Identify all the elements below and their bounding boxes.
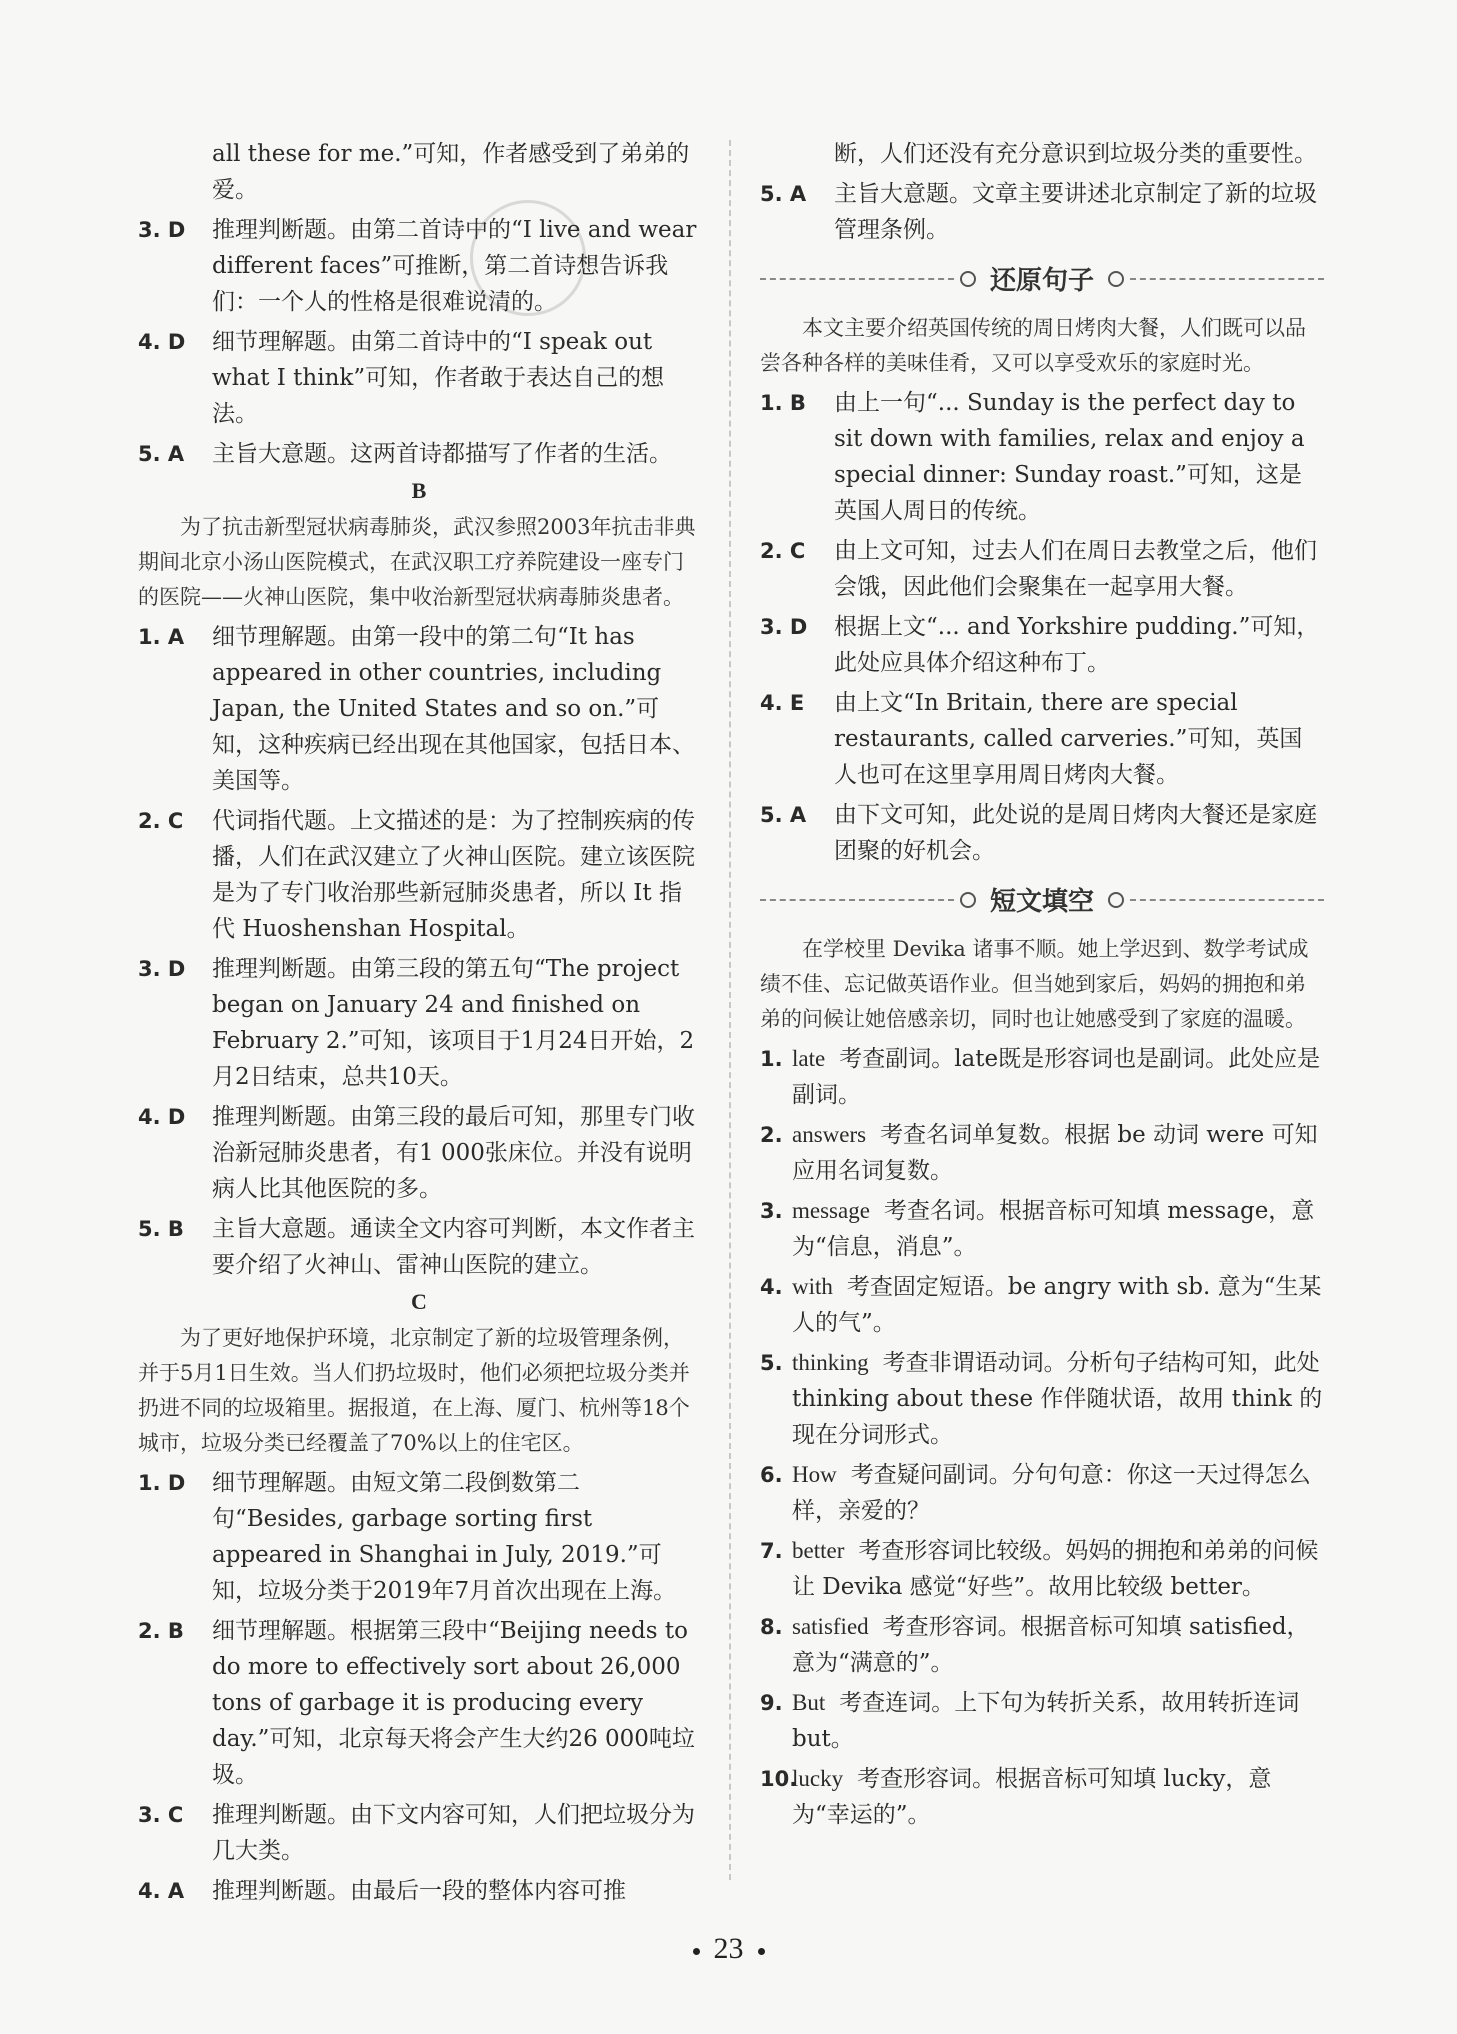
answers-sentence-restore — [760, 385, 1324, 869]
answers-a — [138, 212, 700, 472]
section-header-sentence-restore: 还原句子 — [760, 260, 1324, 297]
continued-text: all these for me.”可知，作者感受到了弟弟的爱。 — [212, 141, 690, 203]
answer-item: 5. B 主旨大意题。通读全文内容可判断，本文作者主要介绍了火神山、雷神山医院的建立。 — [138, 1216, 695, 1278]
answer-item: 8. satisfied 考查形容词。根据音标可知填 satisfied，意为“满意的”。 — [760, 1614, 1310, 1676]
answers-passage-fill — [760, 1041, 1324, 1833]
answer-item: 9. But 考查连词。上下句为转折关系，故用转折连词 but。 — [760, 1690, 1300, 1752]
answers-c — [138, 1465, 700, 1909]
answer-item: 1. D 细节理解题。由短文第二段倒数第二句“Besides, garbage sorting first appeared in Shanghai in July, 2019.”可知，垃圾分类于2019年7月首次出现在上海。 — [138, 1470, 677, 1604]
answer-item: 3. D 推理判断题。由第二首诗中的“I live and wear different faces”可推断，第二首诗想告诉我们：一个人的性格是很难说清的。 — [138, 217, 697, 315]
bullet-icon — [693, 1948, 700, 1955]
passage-b-summary: 为了抗击新型冠状病毒肺炎，武汉参照2003年抗击非典期间北京小汤山医院模式，在武汉职工疗养院建设一座专门的医院——火神山医院，集中收治新型冠状病毒肺炎患者。 — [138, 515, 696, 609]
passage-c-title: C — [411, 1289, 427, 1314]
answer-item: 6. How 考查疑问副词。分句句意：你这一天过得怎么样，亲爱的？ — [760, 1462, 1311, 1524]
answer-item: 3. C 推理判断题。由下文内容可知，人们把垃圾分为几大类。 — [138, 1802, 695, 1864]
answer-item: 7. better 考查形容词比较级。妈妈的拥抱和弟弟的问候让 Devika 感觉“好些”。故用比较级 better。 — [760, 1538, 1319, 1600]
answer-item: 5. thinking 考查非谓语动词。分析句子结构可知，此处 thinking about these 作伴随状语，故用 think 的现在分词形式。 — [760, 1350, 1323, 1448]
answer-item: 5. A 由下文可知，此处说的是周日烤肉大餐还是家庭团聚的好机会。 — [760, 802, 1317, 864]
answer-item: 3. D 推理判断题。由第三段的第五句“The project began on January 24 and finished on February 2.”可知，该项目于1月24日开始，2月2日结束，总共10天。 — [138, 956, 695, 1090]
continued-text: 断，人们还没有充分意识到垃圾分类的重要性。 — [834, 141, 1317, 167]
passage-b-title: B — [411, 478, 427, 503]
answer-item: 1. A 细节理解题。由第一段中的第二句“It has appeared in other countries, including Japan, the United States and so on.”可知，这种疾病已经出现在其他国家，包括日本、美国等。 — [138, 624, 695, 794]
answers-b — [138, 619, 700, 1283]
answer-item: 2. answers 考查名词单复数。根据 be 动词 were 可知应用名词复数。 — [760, 1122, 1318, 1184]
answer-item: 5. A 主旨大意题。文章主要讲述北京制定了新的垃圾管理条例。 — [760, 181, 1317, 243]
answer-item: 2. B 细节理解题。根据第三段中“Beijing needs to do more to effectively sort about 26,000 tons of garbage it is producing every day.”可知，北京每天将会产生大约26 000吨垃圾。 — [138, 1618, 695, 1788]
bullet-icon — [758, 1948, 765, 1955]
passage-c-summary: 为了更好地保护环境，北京制定了新的垃圾管理条例，并于5月1日生效。当人们扔垃圾时，他们必须把垃圾分类并扔进不同的垃圾箱里。据报道，在上海、厦门、杭州等18个城市，垃圾分类已经覆盖了70%以上的住宅区。 — [138, 1326, 690, 1455]
answer-item: 3. D 根据上文“... and Yorkshire pudding.”可知，此处应具体介绍这种布丁。 — [760, 614, 1320, 676]
answer-item: 5. A 主旨大意题。这两首诗都描写了作者的生活。 — [138, 441, 672, 467]
circle-icon — [960, 271, 976, 287]
answer-item: 10. lucky 考查形容词。根据音标可知填 lucky，意为“幸运的”。 — [760, 1766, 1272, 1828]
answer-item: 2. C 代词指代题。上文描述的是：为了控制疾病的传播，人们在武汉建立了火神山医院。建立该医院是为了专门收治那些新冠肺炎患者，所以 It 指代 Huoshenshan Hospital。 — [138, 808, 695, 942]
page-footer — [0, 1932, 1457, 1966]
answer-item: 3. message 考查名词。根据音标可知填 message，意为“信息，消息”。 — [760, 1198, 1315, 1260]
answer-item: 4. with 考查固定短语。be angry with sb. 意为“生某人的气”。 — [760, 1274, 1322, 1336]
answer-item: 4. A 推理判断题。由最后一段的整体内容可推 — [138, 1878, 626, 1904]
section2-summary: 在学校里 Devika 诸事不顺。她上学迟到、数学考试成绩不佳、忘记做英语作业。但当她到家后，妈妈的拥抱和弟弟的问候让她倍感亲切，同时也让她感受到了家庭的温暖。 — [760, 937, 1309, 1031]
page-number: 23 — [713, 1932, 744, 1965]
answer-item: 4. E 由上文“In Britain, there are special restaurants, called carveries.”可知，英国人也可在这里享用周日烤肉大餐。 — [760, 690, 1303, 788]
answer-item: 1. B 由上一句“... Sunday is the perfect day to sit down with families, relax and enjoy a special dinner: Sunday roast.”可知，这是英国人周日的传统。 — [760, 390, 1305, 524]
answer-item: 4. D 细节理解题。由第二首诗中的“I speak out what I think”可知，作者敢于表达自己的想法。 — [138, 329, 665, 427]
left-column — [138, 136, 700, 1913]
answer-item: 4. D 推理判断题。由第三段的最后可知，那里专门收治新冠肺炎患者，有1 000张床位。并没有说明病人比其他医院的多。 — [138, 1104, 695, 1202]
answer-item: 1. late 考查副词。late既是形容词也是副词。此处应是副词。 — [760, 1046, 1321, 1108]
answer-item: 2. C 由上文可知，过去人们在周日去教堂之后，他们会饿，因此他们会聚集在一起享用大餐。 — [760, 538, 1317, 600]
column-divider — [729, 140, 731, 1880]
circle-icon — [1108, 892, 1124, 908]
section-header-passage-fill: 短文填空 — [760, 881, 1324, 918]
circle-icon — [960, 892, 976, 908]
right-column — [760, 136, 1324, 1837]
circle-icon — [1108, 271, 1124, 287]
section1-summary: 本文主要介绍英国传统的周日烤肉大餐，人们既可以品尝各种各样的美味佳肴，又可以享受欢乐的家庭时光。 — [760, 316, 1306, 375]
